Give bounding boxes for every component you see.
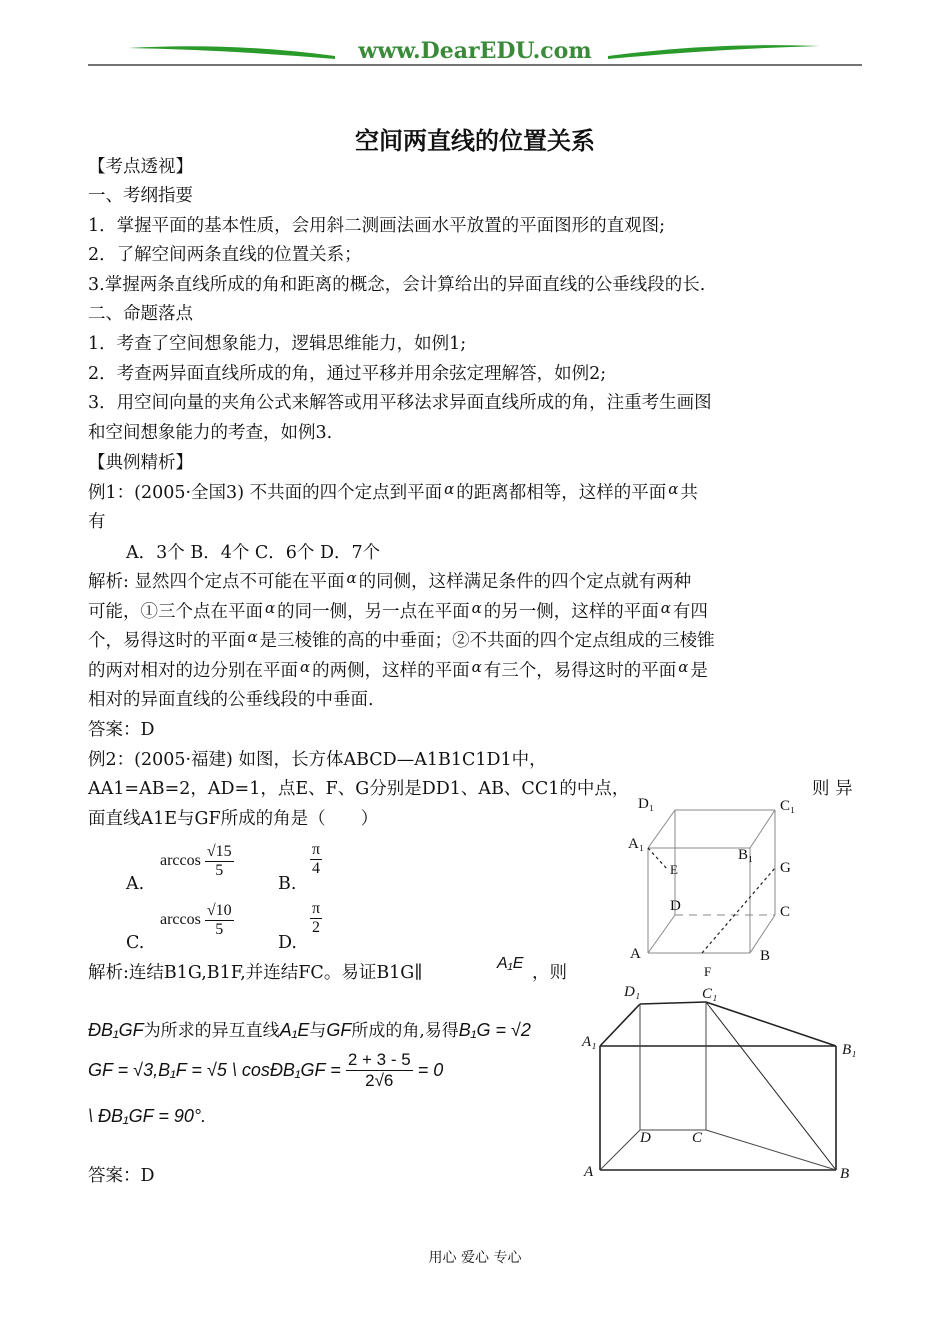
text-line: 1．掌握平面的基本性质，会用斜二测画法画水平放置的平面图形的直观图; [88, 216, 666, 236]
figure-prism: D₁ C₁ A₁ B₁ D C A B [578, 980, 868, 1185]
section-heading: 【典例精析】 [88, 453, 193, 473]
text-line: 3．用空间向量的夹角公式来解答或用平移法求异面直线所成的角，注重考生画图 [88, 393, 712, 413]
text-line: 3.掌握两条直线所成的角和距离的概念，会计算给出的异面直线的公垂线段的长. [88, 275, 706, 295]
text-line: 和空间想象能力的考查，如例3. [88, 423, 333, 443]
figure-cuboid-drawing [620, 790, 850, 990]
text-line: 2．了解空间两条直线的位置关系； [88, 245, 362, 265]
math-line-1: ÐB₁GF为所求的异互直线A₁E与GF所成的角,易得B₁G = √2 [88, 1020, 531, 1041]
section-heading: 二、命题落点 [88, 304, 193, 324]
solution-line: 的两对相对的边分别在平面 α 的两侧，这样的平面 α 有三个，易得这时的平面 α 是 [88, 658, 708, 681]
option-c-label: C. [126, 933, 145, 953]
page-footer: 用心 爱心 专心 [428, 1250, 522, 1266]
option-c-formula: arccos $\frac{√10}{5}$ [160, 902, 232, 938]
text-line: 有 [88, 512, 106, 532]
solution-line: 解析:连结B1G,B1F,并连结FC。易证B1G∥ [88, 963, 423, 983]
section-heading: 一、考纲指要 [88, 186, 193, 206]
solution-line: ，则 [532, 963, 567, 983]
example-2-line: 面直线A1E与GF所成的角是（ ） [88, 809, 379, 829]
option-b-formula: $\frac{\pi}{4}$ [312, 841, 321, 877]
solution-line: 相对的异面直线的公垂线段的中垂面. [88, 690, 374, 710]
page-title: 空间两直线的位置关系 [355, 127, 595, 155]
text-line: 2．考查两异面直线所成的角，通过平移并用余弦定理解答，如例2; [88, 364, 607, 384]
figure-prism-drawing [578, 980, 868, 1185]
option-a-label: A. [126, 874, 145, 894]
options-line: A．3个 B．4个 C．6个 D．7个 [126, 543, 381, 563]
header [0, 0, 950, 80]
option-b-label: B. [278, 874, 297, 894]
example-2-line: 例2：(2005·福建) 如图，长方体ABCD—A1B1C1D1中， [88, 750, 547, 770]
a1e-symbol: A₁E [497, 955, 524, 972]
option-a-formula: arccos $\frac{√15}{5}$ [160, 843, 232, 879]
answer-line: 答案：D [88, 1166, 155, 1186]
header-logo-text: www.DearEDU.com [358, 38, 592, 64]
text-line: 1．考查了空间想象能力，逻辑思维能力，如例1; [88, 334, 467, 354]
answer-line: 答案：D [88, 720, 155, 740]
section-heading: 【考点透视】 [88, 157, 193, 177]
math-line-3: \ ÐB₁GF = 90°. [88, 1106, 207, 1126]
option-d-formula: $\frac{\pi}{2}$ [312, 900, 321, 936]
figure-cuboid: D₁ C₁ A₁ B₁ E G D C A B F [620, 790, 850, 990]
math-line-2: GF = √3,B₁F = √5 \ cosÐB₁GF = $\frac{2 + 3 - 5}{2√6}$ = 0 [88, 1050, 444, 1090]
example-2-line: AA1=AB=2，AD=1，点E、F、G分别是DD1、AB、CC1的中点， [88, 779, 630, 799]
example-2-line: 则 异 [812, 779, 853, 799]
example-1-line: 例1：(2005·全国3) 不共面的四个定点到平面 α 的距离都相等，这样的平面 α 共 [88, 480, 698, 503]
solution-line: 解析: 显然四个定点不可能在平面 α 的同侧，这样满足条件的四个定点就有两种 [88, 569, 692, 592]
solution-line: 可能，①三个点在平面 α 的同一侧，另一点在平面 α 的另一侧，这样的平面 α 有四 [88, 599, 708, 622]
solution-line: 个，易得这时的平面 α 是三棱锥的高的中垂面；②不共面的四个定点组成的三棱锥 [88, 628, 715, 651]
option-d-label: D. [278, 933, 297, 953]
